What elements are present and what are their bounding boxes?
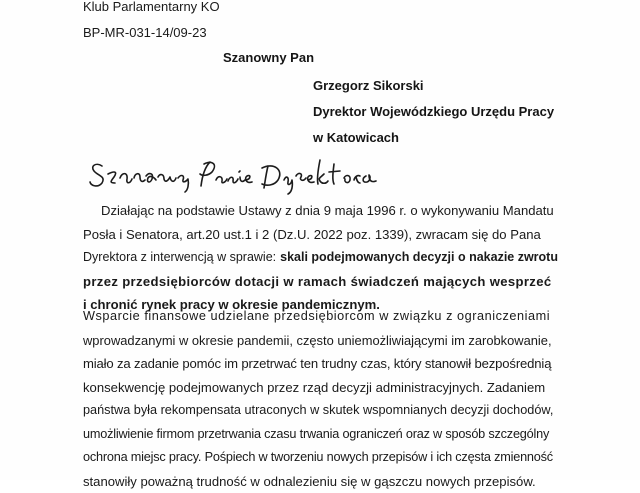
- paragraph2-line6-text: umożliwienie firmom przetrwania czasu trwania ograniczeń oraz w sposób szczególny: [83, 423, 549, 447]
- paragraph1-line3-bold: skali podejmowanych decyzji o nakazie zwrotu: [280, 246, 558, 270]
- paragraph2-line8-text: stanowiły poważną trudność w odnalezieniu się w gąszczu nowych przepisów.: [83, 470, 536, 493]
- sender-club: Klub Parlamentarny KO: [83, 0, 220, 14]
- paragraph2-line1-text: Wsparcie finansowe udzielane przedsiębiorcom w związku z ograniczeniami: [83, 305, 550, 329]
- paragraph2-line8: [83, 470, 556, 493]
- paragraph2-line1: [83, 305, 556, 329]
- paragraph2-line7: [83, 446, 556, 470]
- paragraph2-line6: [83, 423, 556, 447]
- addressee-name: Grzegorz Sikorski: [313, 78, 424, 93]
- paragraph1-line2: [83, 223, 556, 247]
- paragraph1-line4: [83, 270, 556, 294]
- paragraph-support: [83, 305, 556, 493]
- paragraph2-line5-text: państwa była rekompensata utraconych w skutek wspomnianych decyzji dochodów,: [83, 399, 553, 423]
- addressee-title: Dyrektor Wojewódzkiego Urzędu Pracy: [313, 104, 554, 119]
- paragraph1-line1-text: Działając na podstawie Ustawy z dnia 9 maja 1996 r. o wykonywaniu Mandatu: [101, 199, 556, 223]
- paragraph2-line4: [83, 376, 556, 400]
- addressee-salutation: Szanowny Pan: [223, 50, 314, 65]
- paragraph1-line1: [83, 199, 556, 223]
- paragraph1-line5-text: i chronić rynek pracy w okresie pandemicznym.: [83, 293, 380, 317]
- paragraph2-line2: [83, 329, 556, 353]
- paragraph2-line5: [83, 399, 556, 423]
- reference-number: BP-MR-031-14/09-23: [83, 25, 207, 40]
- paragraph1-line3: [83, 246, 556, 270]
- paragraph2-line4-text: konsekwencję podejmowanych przez rząd decyzji administracyjnych. Zadaniem: [83, 376, 545, 400]
- paragraph2-line3-text: miało za zadanie pomóc im przetrwać ten trudny czas, który stanowił bezpośrednią: [83, 352, 551, 376]
- paragraph-intervention: [83, 199, 556, 317]
- addressee-city: w Katowicach: [313, 130, 399, 145]
- paragraph1-line3-plain: Dyrektora z interwencją w sprawie:: [83, 246, 276, 270]
- paragraph1-line2-text: Posła i Senatora, art.20 ust.1 i 2 (Dz.U. 2022 poz. 1339), zwracam się do Pana: [83, 223, 541, 247]
- paragraph2-line3: [83, 352, 556, 376]
- paragraph2-line7-text: ochrona miejsc pracy. Pośpiech w tworzeniu nowych przepisów i ich częsta zmienność: [83, 446, 553, 470]
- paragraph2-line2-text: wprowadzanymi w okresie pandemii, często uniemożliwiającymi im zarobkowanie,: [83, 329, 552, 353]
- handwritten-greeting: [88, 150, 388, 195]
- paragraph1-line4-text: przez przedsiębiorców dotacji w ramach świadczeń mających wesprzeć: [83, 270, 551, 294]
